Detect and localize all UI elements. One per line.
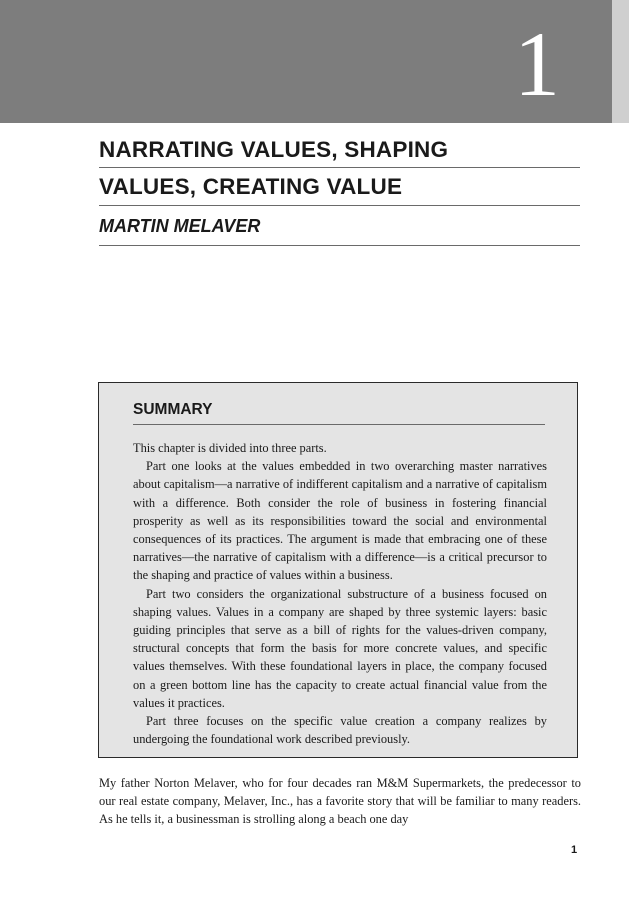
summary-body (133, 439, 547, 748)
title-rule-1 (99, 167, 580, 168)
title-rule-2 (99, 205, 580, 206)
summary-paragraph: This chapter is divided into three parts. (133, 441, 327, 455)
chapter-title-line-1: NARRATING VALUES, SHAPING (99, 137, 449, 162)
summary-rule (133, 424, 545, 425)
summary-heading: SUMMARY (133, 401, 213, 418)
summary-paragraph: Part two considers the organizational substructure of a business focused on shaping values. Values in a company are shaped by three systemic layers: basic guiding principles that serve as a bill of rights for the values-driven company, structural concepts that form the basis for more concrete values, and specific values themselves. With these foundational layers in place, the company focused on a green bottom line has the capacity to create actual financial value from the values it practices. (133, 586, 547, 710)
author-rule (99, 245, 580, 246)
body-paragraph: My father Norton Melaver, who for four decades ran M&M Supermarkets, the predecessor to our real estate company, Melaver, Inc., has a favorite story that will be familiar to many readers. As he tells it, a businessman is strolling along a beach one day (99, 776, 581, 827)
author-name: MARTIN MELAVER (99, 216, 261, 236)
summary-paragraph: Part one looks at the values embedded in two overarching master narratives about capitalism—a narrative of indifferent capitalism and a narrative of capitalism with a difference. Both consider the role of business in fostering financial prosperity as well as its responsibilities toward the social and environmental consequences of its practices. The argument is made that embracing one of these narratives—the narrative of capitalism with a difference—is a critical precursor to the shaping and practice of values within a business. (133, 459, 547, 583)
page-edge-tab (612, 0, 629, 123)
summary-box (98, 382, 578, 758)
chapter-title-line-2: VALUES, CREATING VALUE (99, 174, 403, 199)
chapter-number: 1 (514, 13, 560, 115)
chapter-header-band (0, 0, 612, 123)
page-number: 1 (571, 844, 578, 856)
summary-paragraph: Part three focuses on the specific value creation a company realizes by undergoing the foundational work described previously. (133, 714, 547, 747)
